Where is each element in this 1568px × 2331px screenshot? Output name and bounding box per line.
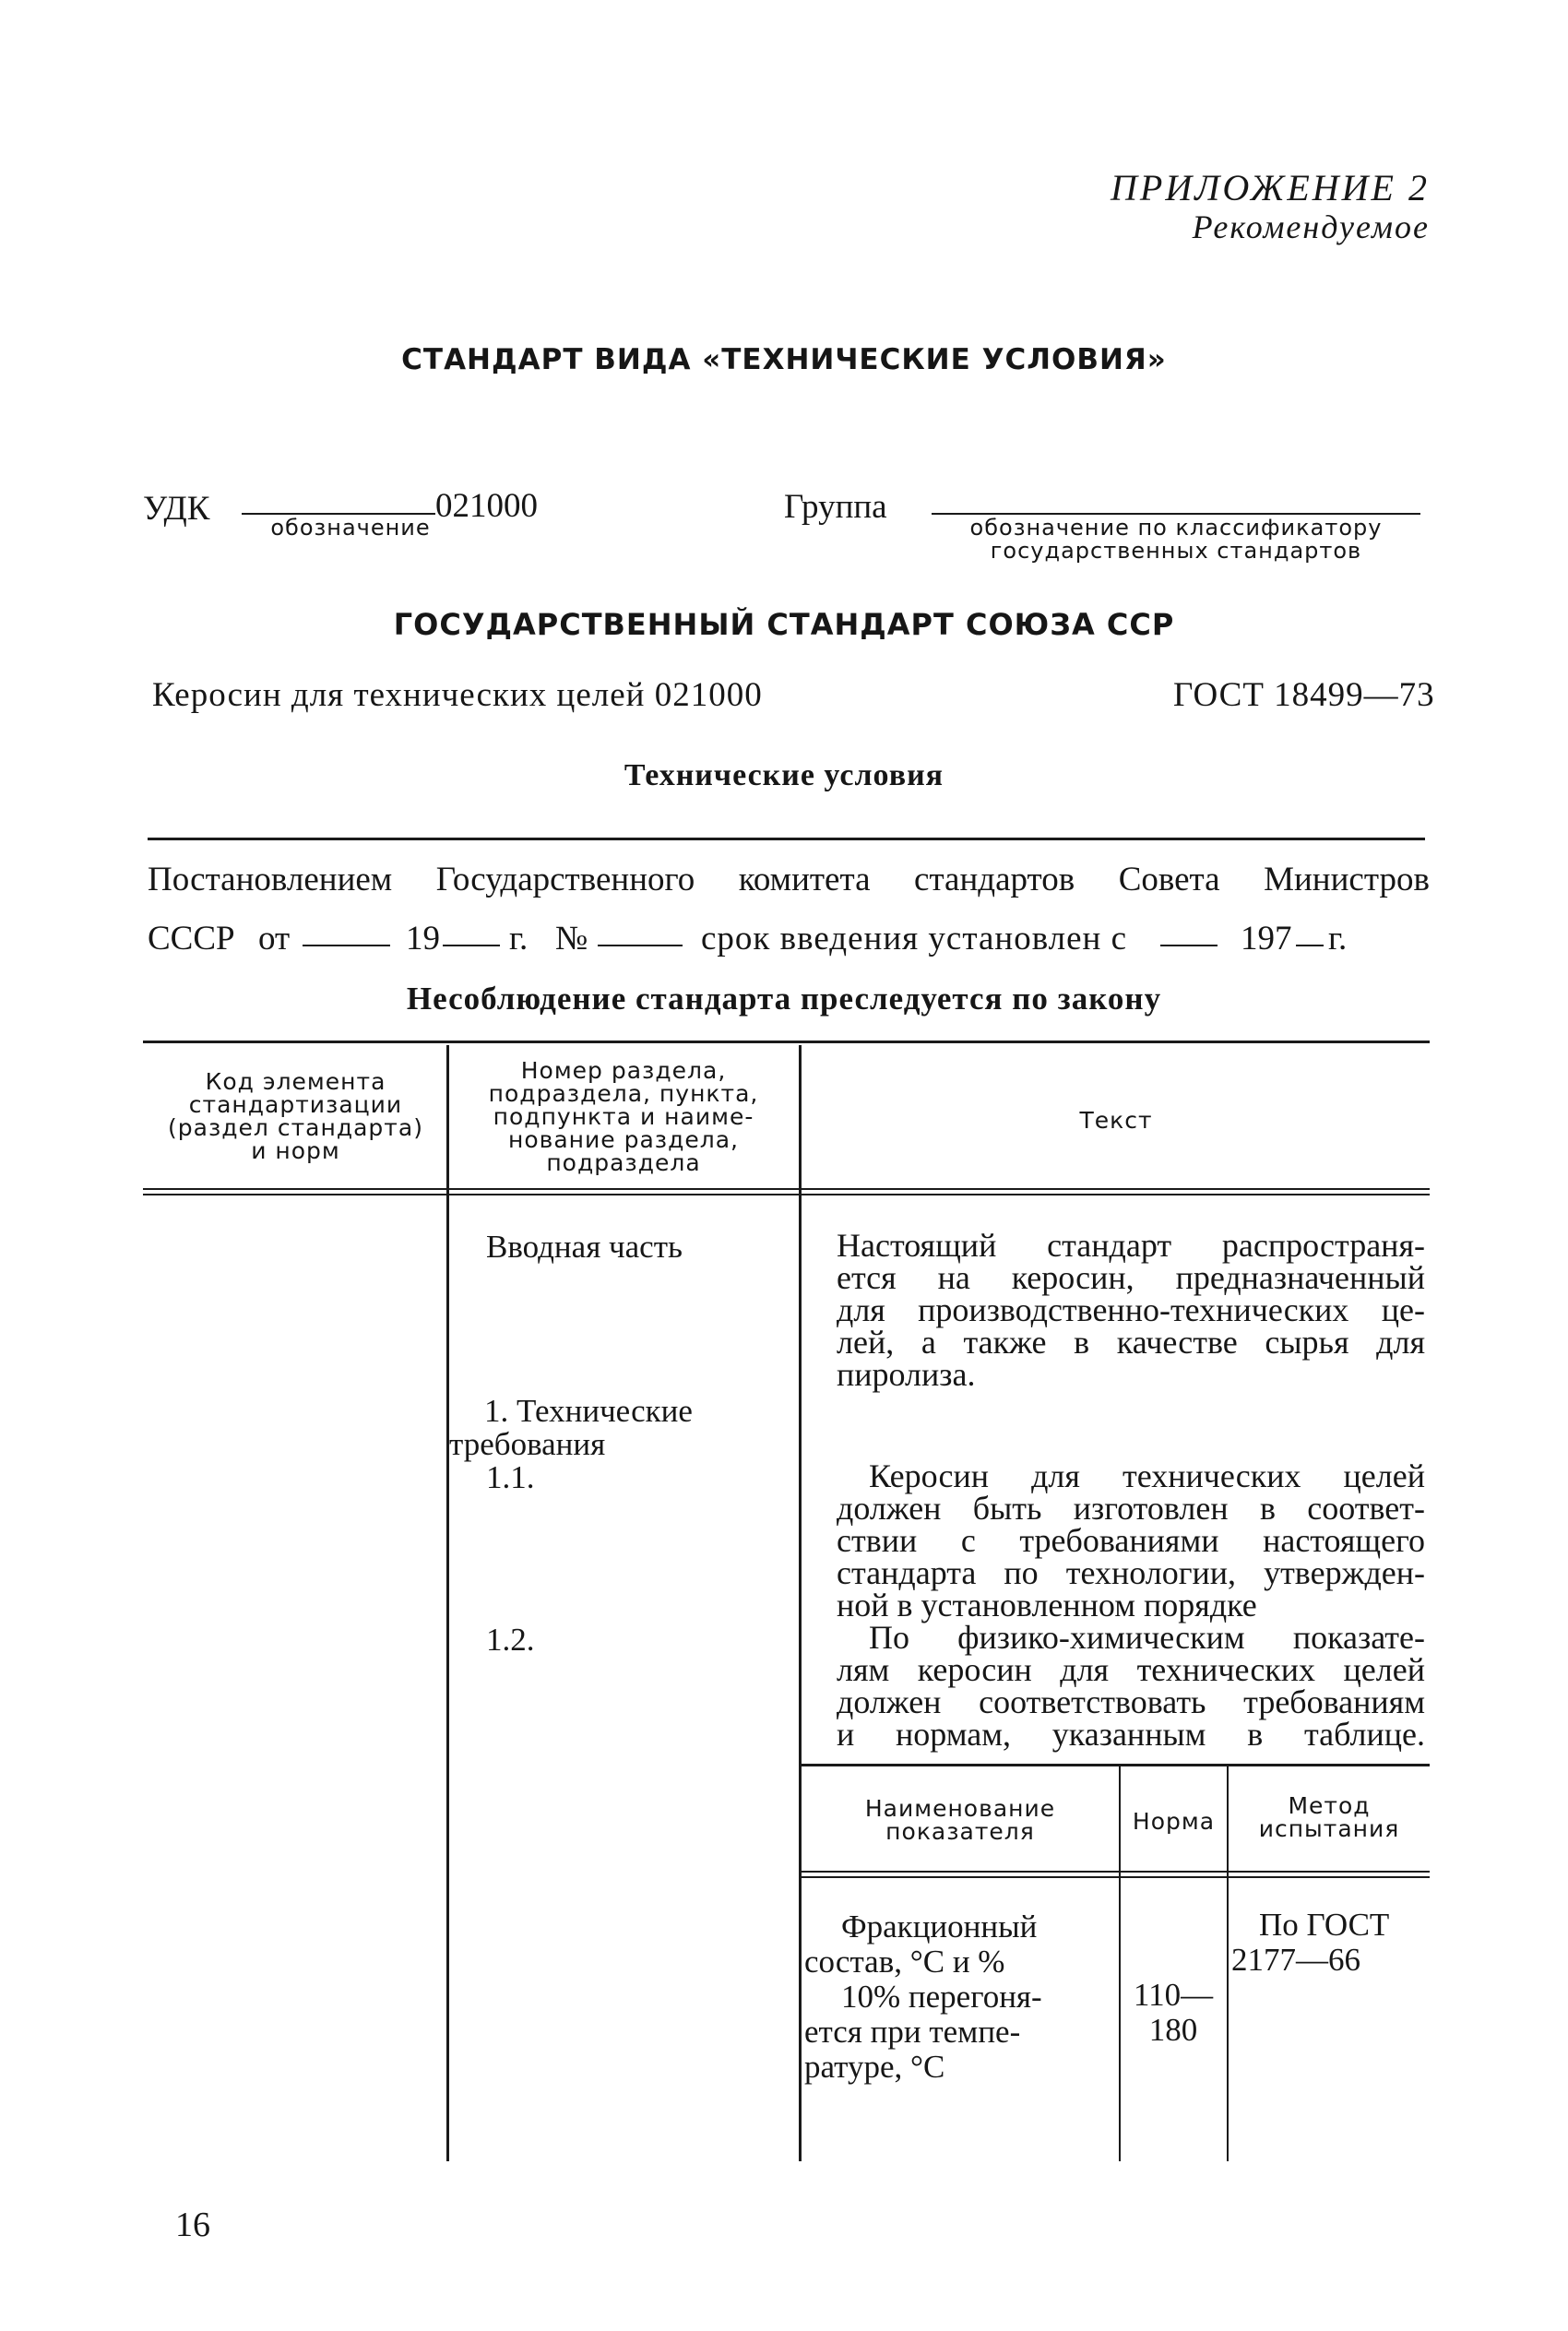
- inner-row-norm: [1127, 1978, 1219, 2048]
- res-from: от: [258, 920, 291, 957]
- header-line: Номер раздела,: [520, 1057, 727, 1084]
- header-line: подраздела, пункта,: [488, 1080, 759, 1107]
- appendix-title: ПРИЛОЖЕНИЕ 2: [1111, 167, 1430, 208]
- table-col-divider-2: [799, 1045, 802, 2161]
- header-line: стандартизации: [188, 1091, 403, 1118]
- header-line: подпункта и наиме-: [493, 1103, 754, 1130]
- table-header-code: [146, 1070, 445, 1162]
- resolution-word: комитета: [738, 861, 871, 898]
- table-header-rule-1: [143, 1188, 1430, 1190]
- udk-caption: обозначение: [270, 515, 431, 541]
- inner-header-name: [802, 1797, 1118, 1843]
- text-intro-line: лей, а также в качестве сырья для: [837, 1324, 1425, 1361]
- header-line: Код элемента: [205, 1068, 386, 1095]
- name-line: Фракционный: [841, 1909, 1038, 1944]
- text-1-2-line: должен соответствовать требованиям: [837, 1683, 1425, 1720]
- text-1-1-line: стандарта по технологии, утвержден-: [837, 1554, 1425, 1591]
- table-header-section: [450, 1059, 797, 1174]
- text-intro-line: пиролиза.: [837, 1356, 976, 1393]
- section-1-1: 1.1.: [486, 1459, 535, 1495]
- res-term-year: 197: [1241, 920, 1292, 957]
- inner-row-name: [804, 1909, 1042, 2085]
- inner-table-top-rule: [801, 1764, 1430, 1766]
- table-top-rule: [143, 1041, 1430, 1043]
- legal-warning: Несоблюдение стандарта преследуется по закону: [406, 981, 1162, 1017]
- resolution-word: Государственного: [435, 861, 695, 898]
- page-number: 16: [175, 2206, 210, 2244]
- name-line: состав, °С и %: [804, 1944, 1005, 1980]
- udk-code: 021000: [435, 487, 538, 525]
- res-term-suffix: г.: [1328, 920, 1348, 957]
- name-line: ратуре, °С: [804, 2049, 945, 2085]
- udk-label: УДК: [143, 490, 210, 528]
- inner-table-header-rule-2: [801, 1876, 1430, 1878]
- section-1-2: 1.2.: [486, 1622, 535, 1658]
- resolution-word: Совета: [1118, 861, 1220, 898]
- res-date-blank: [303, 945, 390, 946]
- inner-header-method: [1229, 1794, 1430, 1840]
- group-label: Группа: [784, 488, 887, 526]
- text-intro-line: для производственно-технических це-: [837, 1291, 1425, 1328]
- header-line: испытания: [1258, 1815, 1400, 1842]
- text-1-2-line: По физико-химическим показате-: [869, 1619, 1425, 1656]
- text-intro-line: ется на керосин, предназначенный: [837, 1259, 1425, 1296]
- gost-number: ГОСТ 18499—73: [1173, 676, 1435, 714]
- text-1-1-line: ной в установленном порядке: [837, 1587, 1257, 1623]
- method-line: 2177—66: [1231, 1942, 1360, 1978]
- state-standard-title: ГОСУДАРСТВЕННЫЙ СТАНДАРТ СОЮЗА ССР: [393, 607, 1175, 642]
- name-line: ется при темпе-: [804, 2014, 1021, 2050]
- table-col-divider-1: [446, 1045, 449, 2161]
- resolution-word: Министров: [1264, 861, 1430, 898]
- resolution-line-1: [148, 860, 1430, 899]
- res-term: срок введения установлен с: [701, 920, 1128, 957]
- header-line: нование раздела,: [507, 1126, 739, 1153]
- text-1-1-line: ствии с требованиями настоящего: [837, 1522, 1425, 1559]
- doc-type: Технические условия: [624, 758, 944, 792]
- res-ussr: СССР: [148, 920, 235, 957]
- inner-row-method: [1231, 1908, 1389, 1978]
- resolution-word: стандартов: [914, 861, 1075, 898]
- header-line: подраздела: [546, 1149, 701, 1176]
- table-header-text: Текст: [1079, 1107, 1153, 1134]
- res-year-prefix: 19: [406, 920, 440, 957]
- group-caption-1: обозначение по классификатору: [969, 515, 1383, 541]
- res-term-blank: [1160, 945, 1218, 946]
- header-line: и норм: [251, 1137, 340, 1164]
- text-1-2-line: лям керосин для технических целей: [837, 1651, 1425, 1688]
- section-tech-req-1: 1. Технические: [484, 1393, 693, 1429]
- header-line: Метод: [1288, 1792, 1371, 1819]
- norm-line: 110—: [1133, 1977, 1214, 2013]
- res-year-suffix: г.: [509, 920, 529, 957]
- header-line: Наименование: [864, 1795, 1056, 1822]
- res-number-blank: [598, 945, 683, 946]
- method-line: По ГОСТ: [1259, 1907, 1390, 1943]
- document-heading: СТАНДАРТ ВИДА «ТЕХНИЧЕСКИЕ УСЛОВИЯ»: [401, 343, 1167, 376]
- text-1-1-line: должен быть изготовлен в соответ-: [837, 1490, 1425, 1527]
- group-caption-2: государственных стандартов: [990, 538, 1362, 564]
- section-tech-req-2: требования: [449, 1426, 606, 1462]
- product-name: Керосин для технических целей 021000: [152, 676, 763, 714]
- resolution-word: Постановлением: [148, 861, 393, 898]
- header-line: (раздел стандарта): [168, 1114, 423, 1141]
- res-term-year-blank: [1296, 945, 1324, 946]
- appendix-subtitle: Рекомендуемое: [1192, 208, 1430, 245]
- name-line: 10% перегоня-: [841, 1979, 1042, 2015]
- text-intro-line: Настоящий стандарт распространя-: [837, 1227, 1425, 1264]
- text-1-1-line: Керосин для технических целей: [869, 1457, 1425, 1494]
- inner-table-header-rule-1: [801, 1871, 1430, 1873]
- norm-line: 180: [1148, 2012, 1198, 2048]
- header-rule: [148, 838, 1425, 840]
- table-header-rule-2: [143, 1194, 1430, 1195]
- section-intro: Вводная часть: [486, 1229, 683, 1265]
- header-line: показателя: [885, 1818, 1035, 1845]
- inner-header-norm: Норма: [1132, 1808, 1216, 1835]
- text-1-2-line: и нормам, указанным в таблице.: [837, 1716, 1425, 1753]
- res-number-sign: №: [555, 920, 588, 957]
- res-year-blank: [443, 945, 500, 946]
